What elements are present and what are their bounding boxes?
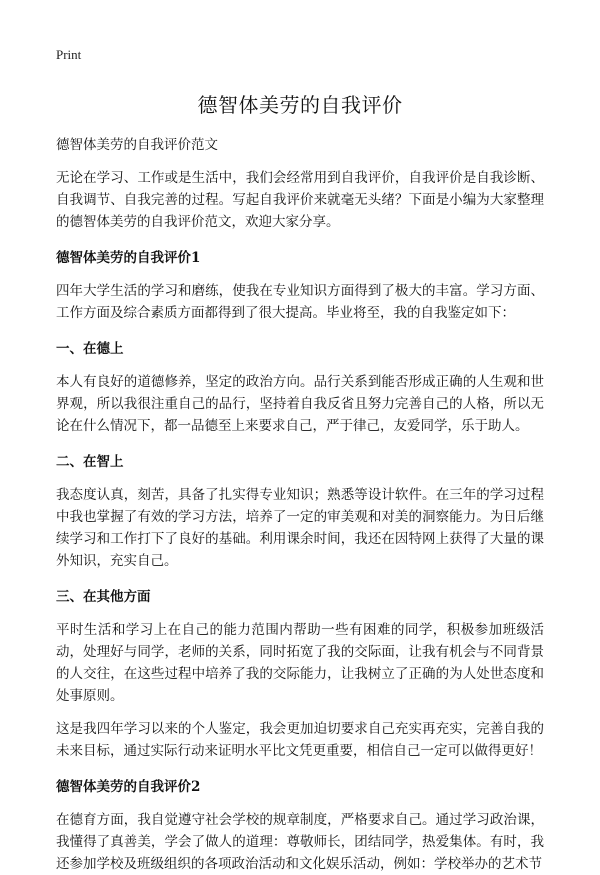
page-title: 德智体美劳的自我评价 xyxy=(197,93,403,117)
document-subtitle: 德智体美劳的自我评价范文 xyxy=(56,137,218,153)
section-heading-intellect: 二、在智上 xyxy=(56,454,124,470)
conclusion-paragraph: 这是我四年学习以来的个人鉴定，我会更加迫切要求自己充实再充实，完善自我的未来目标，通过实际行动来证明水平比文凭更重要，相信自己一定可以做得更好！ xyxy=(56,721,544,759)
section-heading-morality: 一、在德上 xyxy=(56,341,124,357)
section-heading-evaluation-1: 德智体美劳的自我评价1 xyxy=(56,250,201,266)
print-link[interactable]: Print xyxy=(56,47,82,62)
intro-paragraph: 无论在学习、工作或是生活中，我们会经常用到自我评价，自我评价是自我诊断、自我调节、自我完善的过程。写起自我评价来就毫无头绪？下面是小编为大家整理的德智体美劳的自我评价范文，欢迎大家分享。 xyxy=(56,170,544,230)
section-paragraph-morality: 本人有良好的道德修养，坚定的政治方向。品行关系到能否形成正确的人生观和世界观，所以我很注重自己的品行，坚持着自我反省且努力完善自己的人格，所以无论在什么情况下，都一品德至上来要求自己，严于律己，友爱同学，乐于助人。 xyxy=(56,374,544,434)
section-heading-other: 三、在其他方面 xyxy=(56,589,151,605)
section-heading-evaluation-2: 德智体美劳的自我评价2 xyxy=(56,779,201,795)
section-paragraph-evaluation-1: 四年大学生活的学习和磨练，使我在专业知识方面得到了极大的丰富。学习方面、工作方面及综合素质方面都得到了很大提高。毕业将至，我的自我鉴定如下： xyxy=(56,283,544,321)
section-paragraph-other: 平时生活和学习上在自己的能力范围内帮助一些有困难的同学，积极参加班级活动，处理好与同学，老师的关系，同时拓宽了我的交际面，让我有机会与不同背景的人交往，在这些过程中培养了我的交际能力，让我树立了正确的为人处世态度和处事原则。 xyxy=(56,622,544,704)
section-paragraph-evaluation-2: 在德育方面，我自觉遵守社会学校的规章制度，严格要求自己。通过学习政治课，我懂得了真善美，学会了做人的道理：尊敬师长，团结同学，热爱集体。有时，我还参加学校及班级组织的各项政治活动和文化娱乐活动，例如：学校举办的艺术节 xyxy=(56,812,544,872)
section-paragraph-intellect: 我态度认真，刻苦，具备了扎实得专业知识；熟悉等设计软件。在三年的学习过程中我也掌握了有效的学习方法，培养了一定的审美观和对美的洞察能力。为日后继续学习和工作打下了良好的基础。利用课余时间，我还在因特网上获得了大量的课外知识，充实自己。 xyxy=(56,487,544,569)
